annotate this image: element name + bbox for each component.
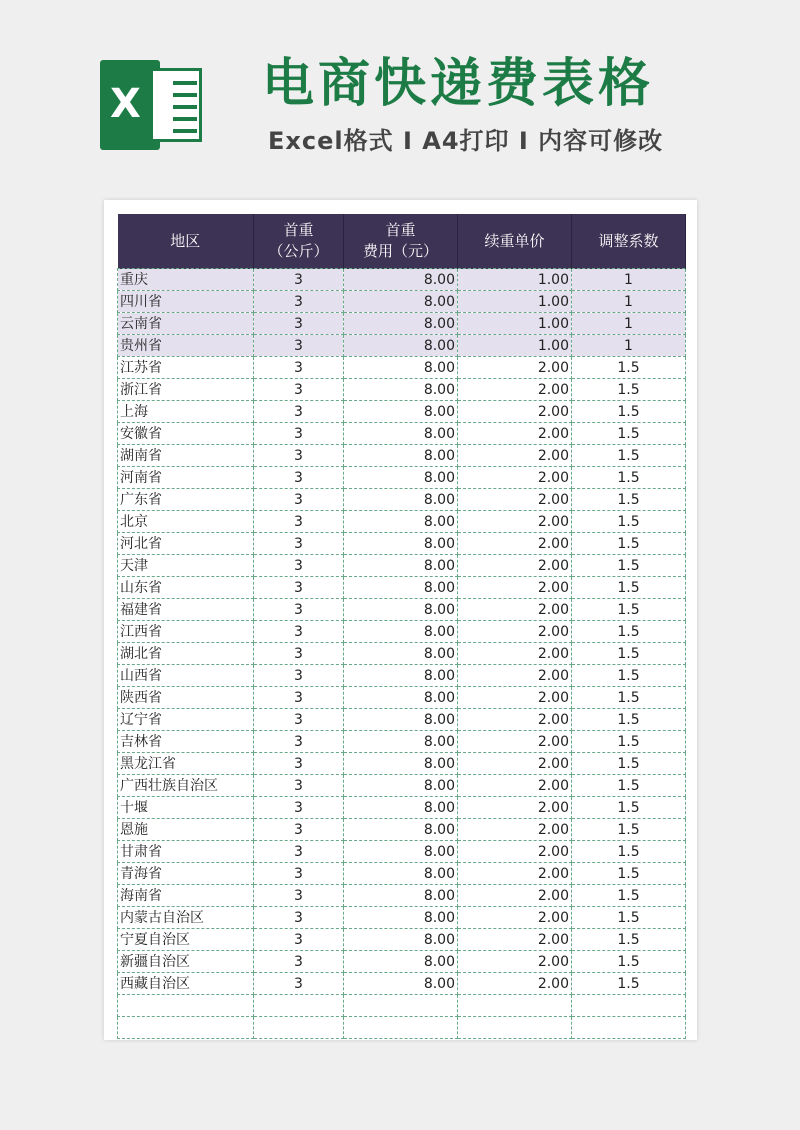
cell-extra-unit-price[interactable]: 2.00	[458, 775, 572, 797]
cell-extra-unit-price[interactable]: 2.00	[458, 643, 572, 665]
table-row	[118, 577, 686, 599]
table-row	[118, 907, 686, 929]
cell-adjust-coefficient[interactable]: 1.5	[572, 841, 686, 863]
cell-extra-unit-price[interactable]: 1.00	[458, 335, 572, 357]
cell-first-fee[interactable]: 8.00	[344, 291, 458, 313]
cell-first-weight[interactable]: 3	[254, 951, 344, 973]
cell-adjust-coefficient[interactable]: 1.5	[572, 401, 686, 423]
cell-first-weight[interactable]: 3	[254, 643, 344, 665]
cell-first-weight[interactable]: 3	[254, 599, 344, 621]
column-header-first-weight[interactable]: 首重 （公斤）	[254, 214, 344, 269]
table-row	[118, 533, 686, 555]
cell-first-weight[interactable]: 3	[254, 687, 344, 709]
cell-extra-unit-price[interactable]: 2.00	[458, 621, 572, 643]
cell-first-fee[interactable]: 8.00	[344, 643, 458, 665]
cell-first-weight[interactable]: 3	[254, 731, 344, 753]
cell-first-weight[interactable]: 3	[254, 709, 344, 731]
cell-first-weight[interactable]: 3	[254, 489, 344, 511]
cell-adjust-coefficient[interactable]: 1.5	[572, 797, 686, 819]
column-header-first-fee[interactable]: 首重 费用（元）	[344, 214, 458, 269]
cell-region[interactable]: 贵州省	[118, 335, 254, 357]
cell-region[interactable]: 黑龙江省	[118, 753, 254, 775]
cell-first-fee[interactable]	[344, 995, 458, 1017]
cell-extra-unit-price[interactable]: 2.00	[458, 687, 572, 709]
cell-first-fee[interactable]: 8.00	[344, 467, 458, 489]
cell-first-weight[interactable]: 3	[254, 797, 344, 819]
cell-adjust-coefficient[interactable]: 1.5	[572, 533, 686, 555]
cell-first-fee[interactable]: 8.00	[344, 863, 458, 885]
cell-extra-unit-price[interactable]: 2.00	[458, 467, 572, 489]
cell-region[interactable]: 福建省	[118, 599, 254, 621]
table-row	[118, 709, 686, 731]
cell-first-fee[interactable]: 8.00	[344, 973, 458, 995]
cell-first-fee[interactable]: 8.00	[344, 907, 458, 929]
cell-adjust-coefficient[interactable]: 1.5	[572, 885, 686, 907]
cell-first-weight[interactable]: 3	[254, 929, 344, 951]
cell-first-fee[interactable]: 8.00	[344, 753, 458, 775]
cell-adjust-coefficient[interactable]: 1.5	[572, 775, 686, 797]
cell-region[interactable]: 湖北省	[118, 643, 254, 665]
cell-region[interactable]: 恩施	[118, 819, 254, 841]
page-header	[0, 0, 800, 200]
cell-region[interactable]: 十堰	[118, 797, 254, 819]
cell-first-weight[interactable]: 3	[254, 885, 344, 907]
cell-first-weight[interactable]: 3	[254, 555, 344, 577]
cell-first-fee[interactable]: 8.00	[344, 599, 458, 621]
cell-adjust-coefficient[interactable]: 1.5	[572, 687, 686, 709]
cell-extra-unit-price[interactable]: 2.00	[458, 577, 572, 599]
cell-first-weight[interactable]: 3	[254, 973, 344, 995]
cell-region[interactable]: 重庆	[118, 269, 254, 291]
cell-region[interactable]: 浙江省	[118, 379, 254, 401]
cell-extra-unit-price[interactable]: 1.00	[458, 313, 572, 335]
cell-extra-unit-price[interactable]: 2.00	[458, 841, 572, 863]
spreadsheet-sheet	[104, 200, 697, 1040]
table-row	[118, 775, 686, 797]
cell-first-weight[interactable]: 3	[254, 577, 344, 599]
cell-first-weight[interactable]: 3	[254, 621, 344, 643]
cell-adjust-coefficient[interactable]: 1	[572, 269, 686, 291]
table-row	[118, 929, 686, 951]
cell-adjust-coefficient[interactable]: 1.5	[572, 511, 686, 533]
cell-adjust-coefficient[interactable]: 1.5	[572, 555, 686, 577]
cell-region[interactable]: 甘肃省	[118, 841, 254, 863]
cell-first-weight[interactable]: 3	[254, 269, 344, 291]
cell-adjust-coefficient[interactable]	[572, 1017, 686, 1039]
cell-extra-unit-price[interactable]: 2.00	[458, 357, 572, 379]
cell-region[interactable]: 青海省	[118, 863, 254, 885]
table-row	[118, 467, 686, 489]
cell-first-fee[interactable]: 8.00	[344, 335, 458, 357]
cell-region[interactable]: 安徽省	[118, 423, 254, 445]
cell-region[interactable]: 山西省	[118, 665, 254, 687]
cell-region[interactable]: 湖南省	[118, 445, 254, 467]
cell-first-fee[interactable]: 8.00	[344, 577, 458, 599]
cell-first-fee[interactable]: 8.00	[344, 423, 458, 445]
cell-region[interactable]: 天津	[118, 555, 254, 577]
page-subtitle: Excel格式 I A4打印 I 内容可修改	[268, 127, 664, 155]
cell-region[interactable]: 宁夏自治区	[118, 929, 254, 951]
cell-extra-unit-price[interactable]	[458, 1017, 572, 1039]
cell-extra-unit-price[interactable]: 1.00	[458, 269, 572, 291]
table-row	[118, 269, 686, 291]
column-header-extra-unit-price[interactable]: 续重单价	[458, 214, 572, 269]
cell-first-fee[interactable]: 8.00	[344, 709, 458, 731]
table-row	[118, 489, 686, 511]
cell-region[interactable]	[118, 1017, 254, 1039]
cell-extra-unit-price[interactable]: 2.00	[458, 533, 572, 555]
cell-adjust-coefficient[interactable]: 1.5	[572, 951, 686, 973]
table-row	[118, 797, 686, 819]
table-row	[118, 621, 686, 643]
cell-adjust-coefficient[interactable]: 1.5	[572, 599, 686, 621]
cell-extra-unit-price[interactable]: 2.00	[458, 665, 572, 687]
cell-first-fee[interactable]: 8.00	[344, 775, 458, 797]
table-row	[118, 1017, 686, 1039]
cell-first-fee[interactable]: 8.00	[344, 621, 458, 643]
cell-first-weight[interactable]: 3	[254, 511, 344, 533]
cell-first-fee[interactable]	[344, 1017, 458, 1039]
cell-extra-unit-price[interactable]: 2.00	[458, 907, 572, 929]
cell-region[interactable]: 四川省	[118, 291, 254, 313]
cell-first-weight[interactable]: 3	[254, 907, 344, 929]
cell-extra-unit-price[interactable]	[458, 995, 572, 1017]
cell-first-fee[interactable]: 8.00	[344, 665, 458, 687]
table-row	[118, 973, 686, 995]
cell-adjust-coefficient[interactable]: 1	[572, 335, 686, 357]
table-row	[118, 665, 686, 687]
cell-extra-unit-price[interactable]: 2.00	[458, 797, 572, 819]
table-row	[118, 445, 686, 467]
cell-adjust-coefficient[interactable]: 1.5	[572, 423, 686, 445]
cell-region[interactable]: 江苏省	[118, 357, 254, 379]
cell-region[interactable]: 内蒙古自治区	[118, 907, 254, 929]
cell-first-fee[interactable]: 8.00	[344, 379, 458, 401]
table-header-row	[118, 214, 686, 269]
cell-first-fee[interactable]: 8.00	[344, 555, 458, 577]
table-row	[118, 841, 686, 863]
cell-adjust-coefficient[interactable]: 1.5	[572, 489, 686, 511]
table-row	[118, 819, 686, 841]
cell-first-fee[interactable]: 8.00	[344, 687, 458, 709]
cell-first-weight[interactable]: 3	[254, 863, 344, 885]
cell-first-weight[interactable]: 3	[254, 379, 344, 401]
cell-region[interactable]: 辽宁省	[118, 709, 254, 731]
cell-extra-unit-price[interactable]: 2.00	[458, 951, 572, 973]
cell-first-fee[interactable]: 8.00	[344, 313, 458, 335]
cell-extra-unit-price[interactable]: 2.00	[458, 445, 572, 467]
cell-adjust-coefficient[interactable]: 1.5	[572, 731, 686, 753]
cell-adjust-coefficient[interactable]: 1.5	[572, 621, 686, 643]
table-row	[118, 555, 686, 577]
cell-first-fee[interactable]: 8.00	[344, 885, 458, 907]
cell-first-weight[interactable]: 3	[254, 291, 344, 313]
cell-region[interactable]: 广东省	[118, 489, 254, 511]
cell-first-fee[interactable]: 8.00	[344, 951, 458, 973]
table-row	[118, 687, 686, 709]
cell-extra-unit-price[interactable]: 2.00	[458, 489, 572, 511]
cell-extra-unit-price[interactable]: 2.00	[458, 731, 572, 753]
table-row	[118, 511, 686, 533]
cell-first-weight[interactable]: 3	[254, 335, 344, 357]
cell-adjust-coefficient[interactable]: 1.5	[572, 467, 686, 489]
cell-adjust-coefficient[interactable]: 1.5	[572, 753, 686, 775]
cell-region[interactable]: 海南省	[118, 885, 254, 907]
column-header-region[interactable]: 地区	[118, 214, 254, 269]
cell-extra-unit-price[interactable]: 1.00	[458, 291, 572, 313]
cell-first-weight[interactable]: 3	[254, 753, 344, 775]
cell-region[interactable]: 河北省	[118, 533, 254, 555]
table-row	[118, 731, 686, 753]
cell-region[interactable]: 江西省	[118, 621, 254, 643]
cell-first-fee[interactable]: 8.00	[344, 929, 458, 951]
cell-extra-unit-price[interactable]: 2.00	[458, 709, 572, 731]
table-row	[118, 753, 686, 775]
cell-region[interactable]: 北京	[118, 511, 254, 533]
cell-first-weight[interactable]: 3	[254, 533, 344, 555]
cell-adjust-coefficient[interactable]: 1.5	[572, 665, 686, 687]
cell-adjust-coefficient[interactable]: 1	[572, 291, 686, 313]
cell-adjust-coefficient[interactable]: 1.5	[572, 863, 686, 885]
excel-icon	[100, 60, 208, 150]
cell-first-fee[interactable]: 8.00	[344, 445, 458, 467]
cell-first-weight[interactable]: 3	[254, 665, 344, 687]
table-row	[118, 423, 686, 445]
table-row	[118, 313, 686, 335]
cell-first-fee[interactable]: 8.00	[344, 797, 458, 819]
table-row	[118, 357, 686, 379]
cell-extra-unit-price[interactable]: 2.00	[458, 929, 572, 951]
cell-adjust-coefficient[interactable]: 1.5	[572, 643, 686, 665]
table-row	[118, 335, 686, 357]
page-title: 电商快递费表格	[262, 54, 655, 114]
cell-first-weight[interactable]	[254, 1017, 344, 1039]
cell-adjust-coefficient[interactable]: 1.5	[572, 709, 686, 731]
cell-adjust-coefficient[interactable]: 1.5	[572, 929, 686, 951]
cell-extra-unit-price[interactable]: 2.00	[458, 401, 572, 423]
table-row	[118, 863, 686, 885]
cell-extra-unit-price[interactable]: 2.00	[458, 753, 572, 775]
cell-first-weight[interactable]: 3	[254, 401, 344, 423]
cell-first-weight[interactable]: 3	[254, 841, 344, 863]
cell-region[interactable]: 云南省	[118, 313, 254, 335]
cell-first-fee[interactable]: 8.00	[344, 489, 458, 511]
cell-first-weight[interactable]: 3	[254, 467, 344, 489]
cell-extra-unit-price[interactable]: 2.00	[458, 885, 572, 907]
table-row	[118, 599, 686, 621]
cell-first-weight[interactable]: 3	[254, 357, 344, 379]
cell-first-fee[interactable]: 8.00	[344, 819, 458, 841]
cell-adjust-coefficient[interactable]: 1.5	[572, 445, 686, 467]
cell-extra-unit-price[interactable]: 2.00	[458, 423, 572, 445]
cell-extra-unit-price[interactable]: 2.00	[458, 379, 572, 401]
cell-region[interactable]	[118, 995, 254, 1017]
cell-first-fee[interactable]: 8.00	[344, 269, 458, 291]
table-row	[118, 291, 686, 313]
cell-region[interactable]: 吉林省	[118, 731, 254, 753]
excel-icon-letter: X	[110, 81, 141, 127]
column-header-adjust-coefficient[interactable]: 调整系数	[572, 214, 686, 269]
cell-adjust-coefficient[interactable]: 1.5	[572, 357, 686, 379]
excel-icon-sheet	[150, 68, 202, 142]
table-row	[118, 401, 686, 423]
cell-first-fee[interactable]: 8.00	[344, 731, 458, 753]
cell-adjust-coefficient[interactable]: 1	[572, 313, 686, 335]
cell-first-weight[interactable]: 3	[254, 445, 344, 467]
table-row	[118, 379, 686, 401]
cell-adjust-coefficient[interactable]: 1.5	[572, 577, 686, 599]
cell-first-fee[interactable]: 8.00	[344, 511, 458, 533]
cell-extra-unit-price[interactable]: 2.00	[458, 555, 572, 577]
table-row	[118, 885, 686, 907]
cell-region[interactable]: 新疆自治区	[118, 951, 254, 973]
shipping-fee-table	[117, 214, 686, 1039]
cell-region[interactable]: 上海	[118, 401, 254, 423]
cell-first-weight[interactable]: 3	[254, 313, 344, 335]
cell-adjust-coefficient[interactable]: 1.5	[572, 907, 686, 929]
cell-first-weight[interactable]: 3	[254, 819, 344, 841]
cell-region[interactable]: 陕西省	[118, 687, 254, 709]
table-row	[118, 951, 686, 973]
cell-first-fee[interactable]: 8.00	[344, 841, 458, 863]
cell-first-fee[interactable]: 8.00	[344, 401, 458, 423]
cell-adjust-coefficient[interactable]: 1.5	[572, 379, 686, 401]
cell-extra-unit-price[interactable]: 2.00	[458, 863, 572, 885]
cell-adjust-coefficient[interactable]: 1.5	[572, 973, 686, 995]
cell-adjust-coefficient[interactable]	[572, 995, 686, 1017]
cell-region[interactable]: 广西壮族自治区	[118, 775, 254, 797]
cell-first-fee[interactable]: 8.00	[344, 357, 458, 379]
cell-region[interactable]: 河南省	[118, 467, 254, 489]
cell-extra-unit-price[interactable]: 2.00	[458, 599, 572, 621]
cell-first-weight[interactable]: 3	[254, 423, 344, 445]
cell-extra-unit-price[interactable]: 2.00	[458, 511, 572, 533]
cell-region[interactable]: 山东省	[118, 577, 254, 599]
cell-extra-unit-price[interactable]: 2.00	[458, 819, 572, 841]
cell-first-fee[interactable]: 8.00	[344, 533, 458, 555]
cell-region[interactable]: 西藏自治区	[118, 973, 254, 995]
table-row	[118, 643, 686, 665]
cell-extra-unit-price[interactable]: 2.00	[458, 973, 572, 995]
table-row	[118, 995, 686, 1017]
cell-adjust-coefficient[interactable]: 1.5	[572, 819, 686, 841]
cell-first-weight[interactable]	[254, 995, 344, 1017]
cell-first-weight[interactable]: 3	[254, 775, 344, 797]
